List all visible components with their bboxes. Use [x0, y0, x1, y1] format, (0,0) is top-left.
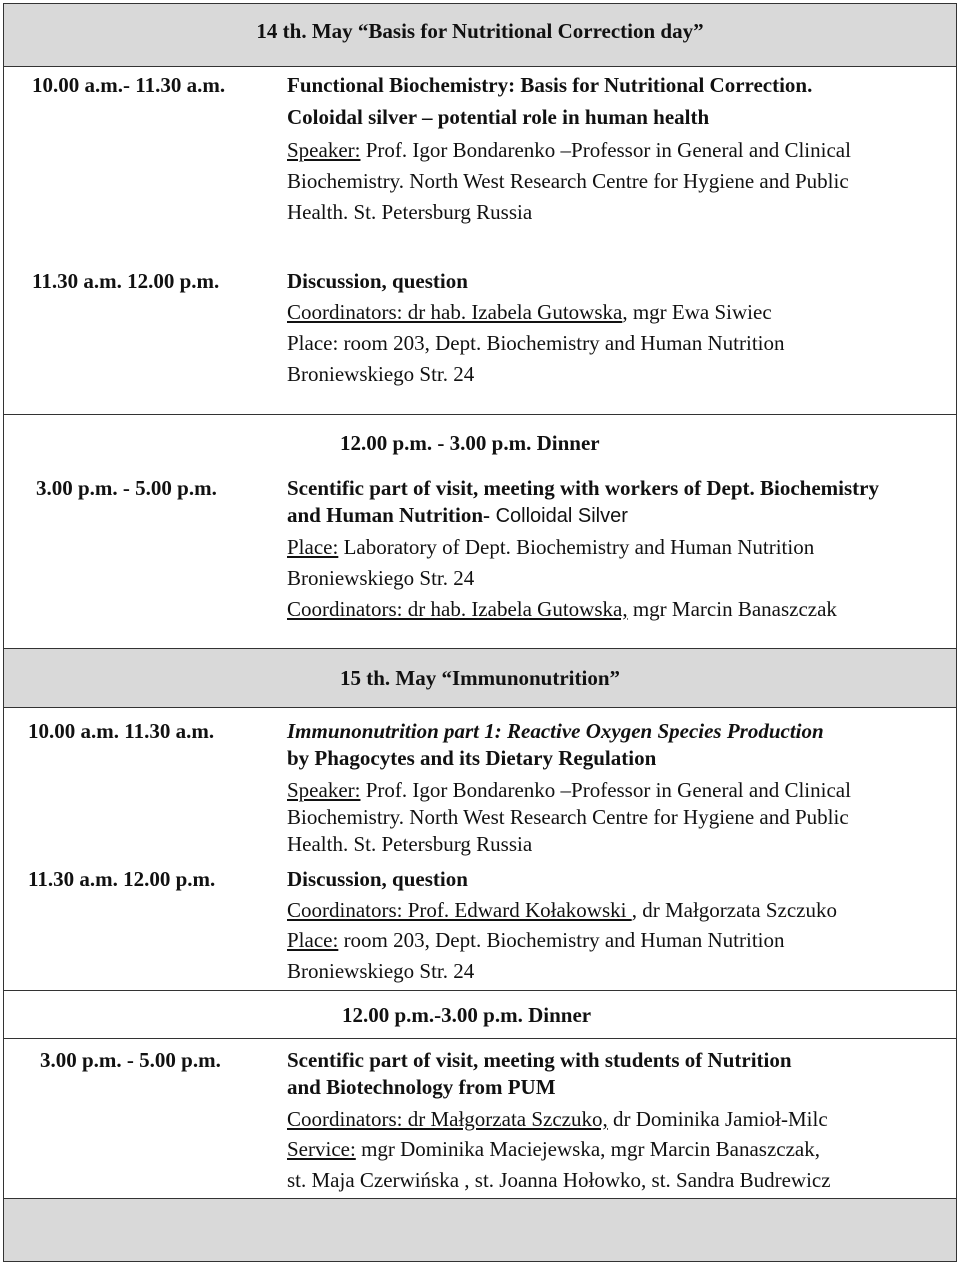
coordinator-2: , mgr Ewa Siwiec: [622, 300, 772, 324]
day1-s1-line3: Health. St. Petersburg Russia: [287, 200, 533, 224]
speaker-label: Speaker:: [287, 138, 361, 162]
day1-dinner: 12.00 p.m. - 3.00 p.m. Dinner: [340, 431, 600, 455]
day2-s3-title1: Scentific part of visit, meeting with students of Nutrition: [287, 1048, 792, 1072]
day2-s1-title2: by Phagocytes and its Dietary Regulation: [287, 746, 657, 770]
day2-s3-title2: and Biotechnology from PUM: [287, 1075, 556, 1099]
day1-s2-coordinators: [287, 299, 772, 325]
speaker-name: Prof. Igor Bondarenko –Professor in General and Clinical: [360, 778, 851, 802]
day1-s1-time: 10.00 a.m.- 11.30 a.m.: [32, 73, 226, 97]
service-label: Service:: [287, 1137, 356, 1161]
day1-s3-place: [287, 534, 814, 560]
day2-s2-coordinators: [287, 897, 837, 923]
speaker-name: Prof. Igor Bondarenko –Professor in General and Clinical: [360, 138, 851, 162]
coordinators-label: Coordinators:: [287, 300, 403, 324]
day1-s2-street: Broniewskiego Str. 24: [287, 362, 475, 386]
day2-s1-title1: Immunonutrition part 1: Reactive Oxygen Species Production: [287, 719, 824, 743]
coordinator-2: , dr Małgorzata Szczuko: [631, 898, 837, 922]
divider: [3, 990, 957, 991]
day1-s3-title2: [287, 502, 628, 529]
day2-s2-time: 11.30 a.m. 12.00 p.m.: [28, 867, 216, 891]
day1-s1-line2: Biochemistry. North West Research Centre for Hygiene and Public: [287, 169, 849, 193]
coordinator-1: dr hab. Izabela Gutowska,: [402, 597, 628, 621]
day1-s2-title: Discussion, question: [287, 269, 468, 293]
day1-s1-speaker: [287, 137, 851, 163]
coordinator-2: dr Dominika Jamioł-Milc: [607, 1107, 828, 1131]
place-label: Place:: [287, 928, 339, 952]
day2-s3-students: st. Maja Czerwińska , st. Joanna Hołowko, st. Sandra Budrewicz: [287, 1168, 831, 1192]
day2-header: 15 th. May “Immunonutrition”: [339, 666, 621, 690]
day1-s3-time: 3.00 p.m. - 5.00 p.m.: [36, 476, 217, 500]
day2-s2-street: Broniewskiego Str. 24: [287, 959, 475, 983]
day1-s2-place: Place: room 203, Dept. Biochemistry and Human Nutrition: [287, 331, 785, 355]
coordinators-label: Coordinators:: [287, 597, 403, 621]
day1-s1-title2: Coloidal silver – potential role in human health: [287, 105, 710, 129]
title2-part-b: Colloidal Silver: [490, 505, 628, 527]
day2-s3-time: 3.00 p.m. - 5.00 p.m.: [40, 1048, 221, 1072]
day2-s1-time: 10.00 a.m. 11.30 a.m.: [28, 719, 215, 743]
day2-s1-line3: Health. St. Petersburg Russia: [287, 832, 533, 856]
day1-header: 14 th. May “Basis for Nutritional Correction day”: [256, 19, 704, 43]
day2-s3-coordinators: [287, 1106, 828, 1132]
coordinators-label: Coordinators: Prof. Edward Kołakowski: [287, 898, 632, 922]
day2-dinner: 12.00 p.m.-3.00 p.m. Dinner: [342, 1003, 592, 1027]
divider: [3, 1038, 957, 1039]
speaker-label: Speaker:: [287, 778, 361, 802]
place-value: room 203, Dept. Biochemistry and Human Nutrition: [338, 928, 785, 952]
coordinator-1: dr hab. Izabela Gutowska: [402, 300, 623, 324]
place-value: Laboratory of Dept. Biochemistry and Human Nutrition: [338, 535, 815, 559]
title2-part-a: and Human Nutrition-: [287, 503, 491, 527]
day2-s2-title: Discussion, question: [287, 867, 468, 891]
day2-s1-speaker: [287, 777, 851, 803]
place-label: Place:: [287, 535, 339, 559]
day1-s3-coordinators: [287, 596, 837, 622]
day2-s2-place: [287, 927, 785, 953]
day2-s1-line2: Biochemistry. North West Research Centre for Hygiene and Public: [287, 805, 849, 829]
coordinators-label: Coordinators: dr Małgorzata Szczuko,: [287, 1107, 608, 1131]
divider: [3, 414, 957, 415]
day1-s3-title1: Scentific part of visit, meeting with workers of Dept. Biochemistry: [287, 476, 879, 500]
day2-s3-service: [287, 1136, 820, 1162]
service-value: mgr Dominika Maciejewska, mgr Marcin Banaszczak,: [355, 1137, 820, 1161]
day1-s3-street: Broniewskiego Str. 24: [287, 566, 475, 590]
coordinator-2: mgr Marcin Banaszczak: [627, 597, 837, 621]
day1-s1-title1: Functional Biochemistry: Basis for Nutritional Correction.: [287, 73, 813, 97]
footer-band: [3, 1198, 957, 1262]
day1-s2-time: 11.30 a.m. 12.00 p.m.: [32, 269, 220, 293]
